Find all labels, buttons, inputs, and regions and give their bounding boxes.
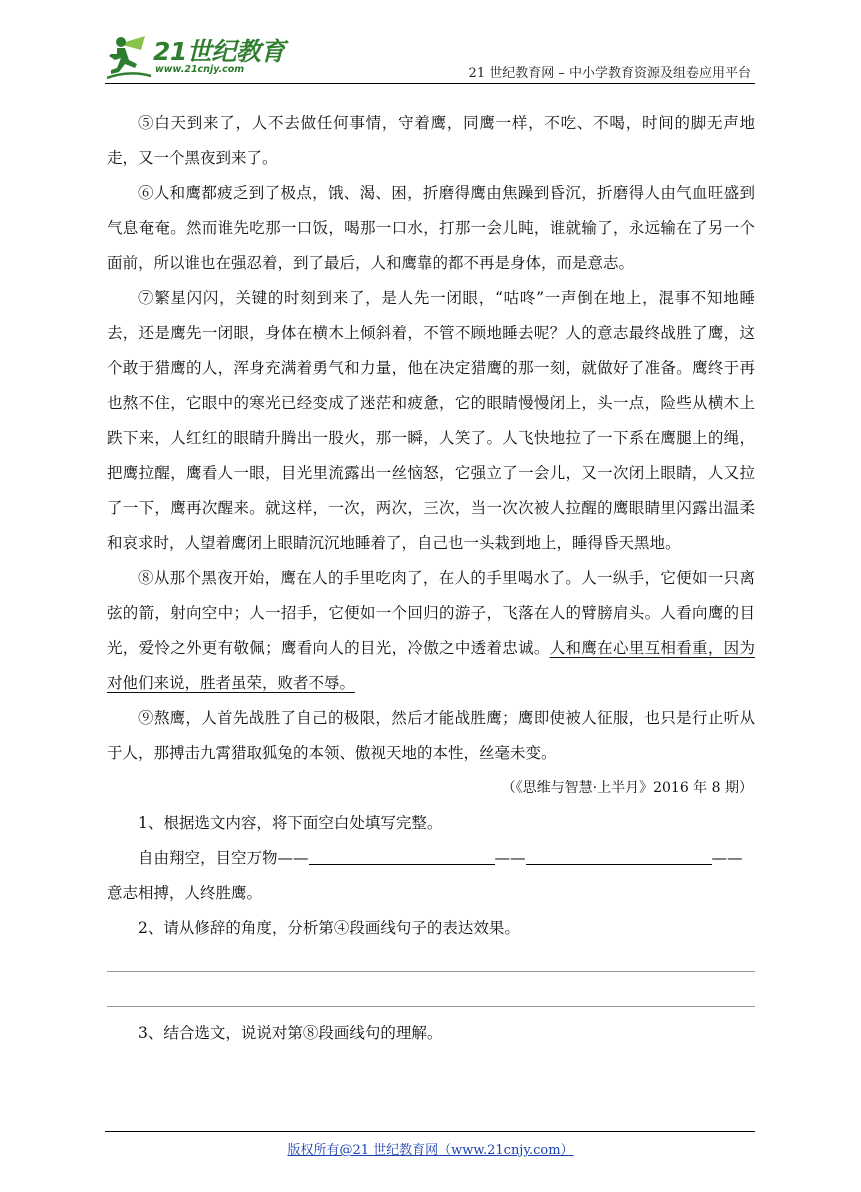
answer-line[interactable] xyxy=(107,981,755,1016)
site-logo[interactable] xyxy=(105,30,285,82)
fill-blank-1[interactable] xyxy=(309,846,495,865)
runner-logo-icon xyxy=(105,30,153,82)
header-divider xyxy=(105,83,755,84)
article-body xyxy=(107,106,755,1051)
paragraph-8-text: ⑧从那个黑夜开始，鹰在人的手里吃肉了，在人的手里喝水了。人一纵手，它便如一只离弦的箭，射向空中；人一招手，它便如一个回归的游子，飞落在人的臂膀肩头。人看向鹰的目光，爱怜之外更有敬佩；鹰看向人的目光，冷傲之中透着忠诚。 xyxy=(107,569,755,657)
paragraph-8-underlined-sentence: 人和鹰在心里互相看重，因为对他们来说，胜者虽荣，败者不辱。 xyxy=(107,639,755,692)
answer-line[interactable] xyxy=(107,946,755,981)
question-1-fill-continuation: 意志相搏，人终胜鹰。 xyxy=(107,884,263,902)
fill-blank-2[interactable] xyxy=(526,846,712,865)
fill-prefix: 自由翔空，目空万物—— xyxy=(138,849,309,867)
logo-url-text: www.21cnjy.com xyxy=(155,64,245,75)
question-2: 2、请从修辞的角度，分析第④段画线句子的表达效果。 xyxy=(138,919,520,937)
copyright-footer-link[interactable]: 版权所有@21 世纪教育网（www.21cnjy.com） xyxy=(287,1143,574,1158)
paragraph-6: ⑥人和鹰都疲乏到了极点，饿、渴、困，折磨得鹰由焦躁到昏沉，折磨得人由气血旺盛到气息奄奄。然而谁先吃那一口饭，喝那一口水，打那一会儿盹，谁就输了，永远输在了另一个面前，所以谁也在强忍着，到了最后，人和鹰靠的都不再是身体，而是意志。 xyxy=(107,184,755,272)
source-citation: （《思维与智慧·上半月》2016 年 8 期） xyxy=(501,780,753,796)
site-tagline: 21 世纪教育网 – 中小学教育资源及组卷应用平台 xyxy=(468,66,751,81)
question-1-fill-row xyxy=(107,841,755,876)
paragraph-7: ⑦繁星闪闪，关键的时刻到来了，是人先一闭眼，“咕咚”一声倒在地上，混事不知地睡去，还是鹰先一闭眼，身体在横木上倾斜着，不管不顾地睡去呢？人的意志最终战胜了鹰，这个敢于猎鹰的人，浑身充满着勇气和力量，他在决定猎鹰的那一刻，就做好了准备。鹰终于再也熬不住，它眼中的寒光已经变成了迷茫和疲惫，它的眼睛慢慢闭上，头一点，险些从横木上跌下来，人红红的眼睛升腾出一股火，那一瞬，人笑了。人飞快地拉了一下系在鹰腿上的绳，把鹰拉醒，鹰看人一眼，目光里流露出一丝恼怒，它强立了一会儿，又一次闭上眼睛，人又拉了一下，鹰再次醒来。就这样，一次，两次，三次，当一次次被人拉醒的鹰眼睛里闪露出温柔和哀求时，人望着鹰闭上眼睛沉沉地睡着了，自己也一头栽到地上，睡得昏天黑地。 xyxy=(107,289,755,552)
footer-divider xyxy=(105,1131,755,1132)
fill-separator: —— xyxy=(494,849,526,867)
paragraph-8 xyxy=(107,561,755,701)
question-1: 1、根据选文内容，将下面空白处填写完整。 xyxy=(138,814,443,832)
question-3: 3、结合选文，说说对第⑧段画线句的理解。 xyxy=(138,1024,443,1042)
page-header xyxy=(105,28,755,86)
paragraph-9: ⑨熬鹰，人首先战胜了自己的极限，然后才能战胜鹰；鹰即使被人征服，也只是行止听从于人，那搏击九霄猎取狐兔的本领、傲视天地的本性，丝毫未变。 xyxy=(107,709,755,762)
logo-brand-text: 21世纪教育 xyxy=(153,37,285,66)
fill-end: —— xyxy=(711,849,743,867)
paragraph-5: ⑤白天到来了，人不去做任何事情，守着鹰，同鹰一样，不吃、不喝，时间的脚无声地走，又一个黑夜到来了。 xyxy=(107,114,755,167)
